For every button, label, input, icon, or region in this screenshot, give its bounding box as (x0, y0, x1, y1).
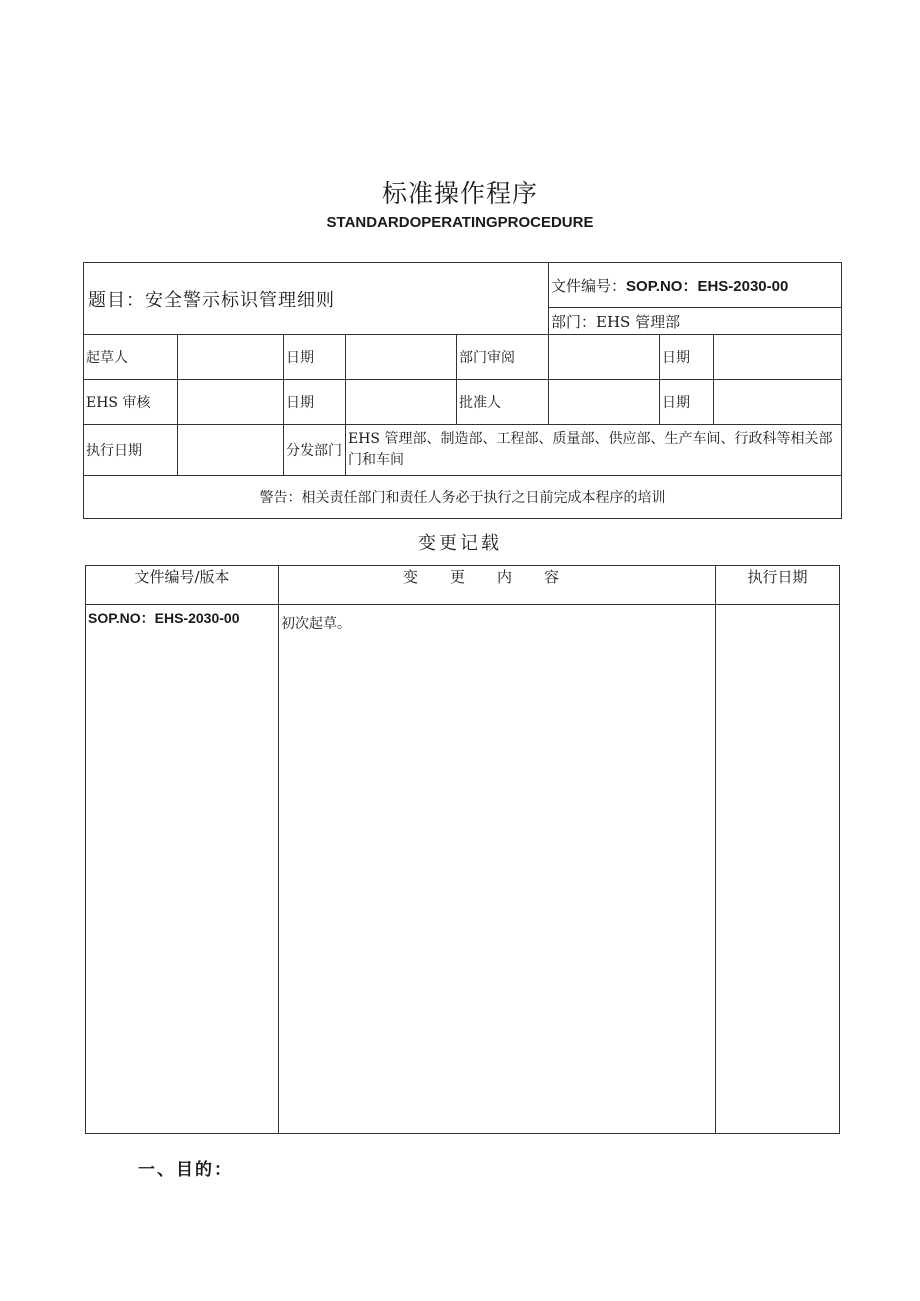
distribution-label: 分发部门 (284, 425, 346, 476)
effective-date-value (178, 425, 284, 476)
dept-review-label: 部门审阅 (457, 335, 549, 380)
ehs-review-label: EHS 审核 (84, 380, 178, 425)
doc-number (549, 263, 842, 308)
section-heading-purpose: 一、目的： (138, 1160, 233, 1180)
department-label: 部门： (551, 312, 597, 331)
ehs-date-value (346, 380, 457, 425)
approver-value (549, 380, 660, 425)
draft-date-label: 日期 (284, 335, 346, 380)
change-log-table (85, 565, 840, 1134)
approve-date-label: 日期 (660, 380, 714, 425)
review-date-label: 日期 (660, 335, 714, 380)
effective-date-label: 执行日期 (84, 425, 178, 476)
document-info-table (83, 262, 842, 519)
change-log-title: 变更记载 (418, 533, 502, 554)
approve-date-value (714, 380, 842, 425)
page-subtitle: STANDARDOPERATINGPROCEDURE (326, 214, 594, 231)
doc-number-label: 文件编号： (551, 276, 627, 295)
table-row (86, 605, 840, 1134)
distribution-value: EHS 管理部、制造部、工程部、质量部、供应部、生产车间、行政科等相关部门和车间 (346, 425, 842, 476)
col-date: 执行日期 (716, 566, 840, 605)
row-version: SOP.NO：EHS-2030-00 (86, 605, 279, 1134)
draft-date-value (346, 335, 457, 380)
page-title: 标准操作程序 (381, 179, 538, 208)
col-version: 文件编号/版本 (86, 566, 279, 605)
review-date-value (714, 335, 842, 380)
row-date (716, 605, 840, 1134)
dept-review-value (549, 335, 660, 380)
approver-label: 批准人 (457, 380, 549, 425)
topic: 题目：安全警示标识管理细则 (84, 263, 549, 335)
department-value: EHS 管理部 (596, 312, 681, 331)
doc-number-value: SOP.NO：EHS-2030-00 (626, 277, 789, 295)
department (549, 308, 842, 335)
training-warning: 警告：相关责任部门和责任人务必于执行之日前完成本程序的培训 (84, 476, 842, 519)
col-content: 变更内容 (279, 566, 716, 605)
ehs-date-label: 日期 (284, 380, 346, 425)
drafter-label: 起草人 (84, 335, 178, 380)
ehs-review-value (178, 380, 284, 425)
row-content: 初次起草。 (279, 605, 716, 1134)
drafter-value (178, 335, 284, 380)
